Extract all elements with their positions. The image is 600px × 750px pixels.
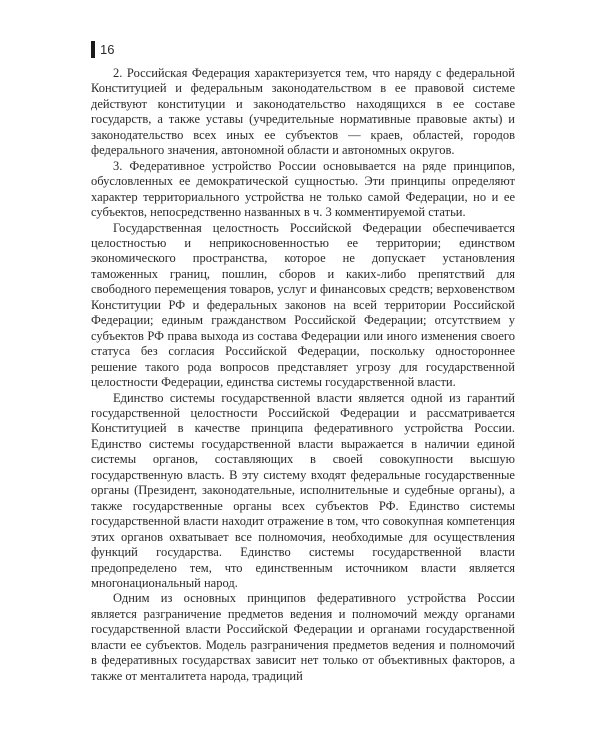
paragraph: Государственная целостность Российской Федерации обеспечивается целостностью и неприкосновенностью ее территории; единством экономического пространства, которое не допускает установления таможенных границ, пошлин, сборов и каких-либо препятствий для свободного перемещения товаров, услуг и финансовых средств; верховенством Конституции РФ и федеральных законов на всей территории Российской Федерации; единым гражданством Российской Федерации; отсутствием у субъектов РФ права выхода из состава Федерации или иного изменения своего статуса без согласия Российской Федерации, поскольку одностороннее решение такого рода вопросов представляет угрозу для государственной целостности Федерации, единства системы государственной власти.	[91, 220, 515, 390]
paragraph: Единство системы государственной власти является одной из гарантий государственной целостности Российской Федерации и рассматривается Конституцией в качестве принципа федеративного устройства России. Единство системы государственной власти выражается в наличии единой системы органов, составляющих в своей совокупности высшую государственную власть. В эту систему входят федеральные государственные органы (Президент, законодательные, исполнительные и судебные органы), а также государственные органы всех субъектов РФ. Единство системы государственной власти находит отражение в том, что совокупная компетенция этих органов охватывает все полномочия, необходимые для осуществления функций государства. Единство системы государственной власти предопределено тем, что единственным источником власти является многонациональный народ.	[91, 390, 515, 590]
paragraph: 2. Российская Федерация характеризуется тем, что наряду с федеральной Конституцией и федеральным законодательством в ее правовой системе действуют конституции и законодательство находящихся в ее составе государств, а также уставы (учредительные нормативные правовые акты) и законодательство всех иных ее субъектов — краев, областей, городов федерального значения, автономной области и автономных округов.	[91, 66, 515, 158]
paragraph: 3. Федеративное устройство России основывается на ряде принципов, обусловленных ее демократической сущностью. Эти принципы определяют характер территориального устройства не только самой Федерации, но и ее субъектов, непосредственно названных в ч. 3 комментируемой статьи.	[91, 158, 515, 220]
page-header	[91, 41, 114, 58]
page-number: 16	[100, 42, 115, 57]
text-body	[91, 66, 515, 684]
header-bar-marker	[91, 41, 95, 58]
paragraph: Одним из основных принципов федеративного устройства России является разграничение предметов ведения и полномочий между органами государственной власти Российской Федерации и органами государственной власти ее субъектов. Модель разграничения предметов ведения и полномочий в федеративных государствах зависит нет только от объективных факторов, а также от менталитета народа, традиций	[91, 591, 515, 683]
